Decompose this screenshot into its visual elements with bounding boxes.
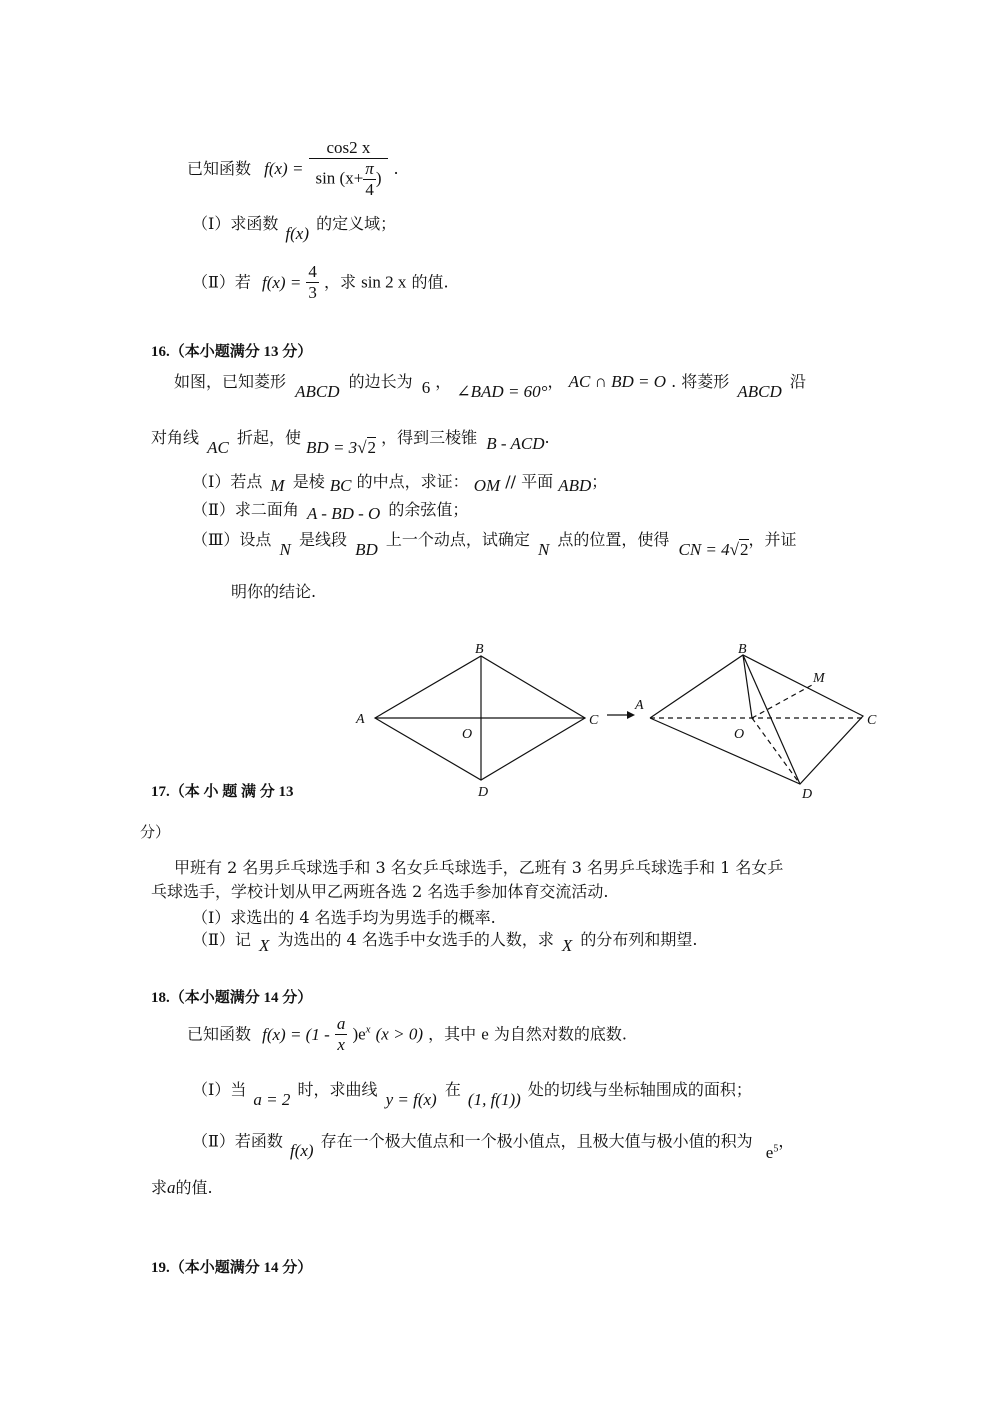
q18-p2-c: ， [778,1131,795,1151]
arrow-head [627,711,635,719]
q18-line1 [187,1014,627,1064]
q16-l2-pyr: B - ACD [486,434,545,453]
label-c-right: C [867,713,877,728]
q16-l1-e: . 将菱形 [671,372,730,391]
q18-l1-b: )e [352,1024,366,1044]
q17-p2-x: X [258,936,270,955]
q16-l1-d: ， [547,372,564,391]
q16-part3: （Ⅲ）设点 N 是线段 BD 上一个动点，试确定 N 点的位置，使得 CN = 4√2，并证 [192,530,797,559]
q18-p2-cont-a2: a [167,1178,176,1197]
q15-p2-f: f(x) = [261,272,302,292]
q17-header-b: 分） [140,823,171,841]
q15-four: 4 [365,180,374,199]
q15-pi-over-4 [363,159,376,200]
q18-p2-cont-b: 的值. [175,1178,213,1197]
q18-p2-a: （Ⅱ）若函数 [192,1131,283,1151]
q15-p1-tail: 的定义域； [316,214,397,233]
q16-l1-b: 的边长为 [348,372,413,391]
q18-part1 [192,1080,752,1109]
q18-p2-e: e [765,1143,774,1163]
q16-p3-cn: CN = 4 [678,540,730,559]
q17-line2: 乓球选手，学校计划从甲乙两班各选 2 名选手参加体育交流活动. [151,882,609,901]
q16-l1-f: 沿 [789,372,806,391]
q16-p2-a: （Ⅱ）求二面角 [192,500,299,519]
q19-header: 19.（本小题满分 14 分） [151,1260,313,1276]
q15-f-lhs: f(x) = [264,159,304,178]
q16-part3-cont: 明你的结论. [231,582,317,601]
q18-l1-e: e [481,1024,489,1044]
q18-l1-f: f(x) = (1 - [262,1024,330,1044]
q16-part2 [192,500,469,523]
q17-p2-x2: X [561,936,573,955]
q16-p1-d: // 平面 [505,472,554,491]
q15-p2-num: 4 [308,262,317,281]
q15-p2-fraction [306,262,319,303]
q15-fraction [309,138,389,200]
edge-bd [743,655,800,784]
q18-p1-d: 处的切线与坐标轴围成的面积； [527,1080,752,1099]
q18-p1-c: 在 [444,1080,461,1099]
q18-l1-c: (x > 0) [375,1024,423,1044]
q16-p3-n2: N [537,540,550,559]
q18-l1-d: ，其中 [428,1024,477,1044]
q15-part2 [192,262,449,314]
q16-l2-bd: BD = 3 [306,438,358,457]
q15-p2-tail: 的值. [411,272,449,292]
label-d-left: D [478,785,489,800]
q18-l1-a: 已知函数 [187,1024,252,1044]
q16-l1-angle: ∠BAD = 60° [456,382,548,401]
q15-pi: π [365,159,374,178]
q16-p1-c: 的中点，求证： [356,472,469,491]
label-o-left: O [462,727,473,742]
q18-l1-sup: x [365,1023,371,1036]
q16-l1-inter: AC ∩ BD = O [568,372,666,391]
q16-l2-a: 对角线 [151,428,200,447]
q18-header: 18.（本小题满分 14 分） [151,990,313,1006]
q15-p2-den: 3 [308,283,317,302]
q16-p3-d: 点的位置，使得 [557,530,670,549]
q16-p3-e: ，并证 [748,530,797,549]
q17-p2-a: （Ⅱ）记 [192,930,251,949]
rhombus-figure [345,640,905,810]
q16-p3-a: （Ⅲ）设点 [192,530,272,549]
q18-l1-frac [335,1014,348,1055]
label-a-right: A [635,698,644,713]
q16-l1-c: ， [435,372,452,391]
q15-part1 [192,214,397,243]
q17-p2-b: 为选出的 4 名选手中女选手的人数，求 [277,930,554,949]
q18-l1-num: a [336,1014,346,1033]
pyramid-edges [650,655,863,784]
q18-p1-y: y = f(x) [385,1090,437,1109]
q16-line2: 对角线 AC 折起，使 BD = 3√2 ，得到三棱锥 B - ACD. [151,428,550,457]
q16-p3-b: 是线段 [298,530,347,549]
q18-p1-b: 时，求曲线 [297,1080,378,1099]
q15-p2-mid: ，求 [323,272,356,292]
q16-l1-abcd2: ABCD [737,382,782,401]
label-b-right: B [738,642,747,657]
q16-line1 [174,372,806,401]
q16-l2-ac: AC [207,438,229,457]
q16-l1-six: 6 [421,378,431,397]
q16-p1-abd: ABD [558,476,592,495]
dashed-od [752,718,800,784]
q16-p3-sqrt: 2 [740,540,749,559]
q18-p2-b: 存在一个极大值点和一个极小值点，且极大值与极小值的积为 [320,1131,753,1151]
q16-p1-om: OM [473,476,501,495]
q16-p1-a: （Ⅰ）若点 [192,472,263,491]
q16-p2-angle: A - BD - O [306,504,381,523]
label-o-right: O [734,727,745,742]
q18-l1-den: x [337,1035,345,1054]
q15-p2-label: （Ⅱ）若 [192,272,251,292]
q15-p1-f: f(x) [285,224,310,243]
q15-den-a: sin (x+ [315,168,364,188]
q15-p2-sin: sin 2 x [361,272,407,292]
label-c-left: C [589,713,599,728]
q16-l2-d: . [544,428,550,447]
q16-header: 16.（本小题满分 13 分） [151,344,313,360]
q15-denominator [309,159,389,200]
q17-part1: （Ⅰ）求选出的 4 名选手均为男选手的概率. [192,908,496,927]
q15-period: . [393,159,399,178]
q17-part2 [192,930,698,955]
q17-header-a: 17.（本 小 题 满 分 13 [151,784,294,800]
label-a-left: A [356,712,365,727]
q18-p1-a2: a = 2 [253,1090,291,1109]
q15-stem [187,138,399,208]
q18-p2-f: f(x) [289,1141,314,1161]
q16-p3-bd: BD [355,540,378,559]
q16-l2-c: ，得到三棱锥 [381,428,478,447]
q16-p1-b: 是棱 [292,472,325,491]
q18-p1-pt: (1, f(1)) [467,1090,521,1109]
q15-numerator: cos2 x [309,138,389,159]
label-b-left: B [475,642,484,657]
q18-part2 [192,1128,795,1163]
q16-p1-m: M [270,476,285,495]
q18-l1-f2: 为自然对数的底数. [493,1024,627,1044]
dashed-om [752,685,812,718]
q18-p2-cont-a: 求 [151,1178,168,1197]
q15-p1-label: （Ⅰ）求函数 [192,214,279,233]
q16-p3-c: 上一个动点，试确定 [385,530,530,549]
q15-intro: 已知函数 [187,159,252,178]
q17-p2-c: 的分布列和期望. [580,930,698,949]
label-d-right: D [802,787,813,802]
q16-l1-a: 如图，已知菱形 [174,372,287,391]
q16-p3-n: N [279,540,291,559]
q18-part2-cont [151,1178,213,1198]
q16-p1-e: ； [591,472,608,491]
q15-den-b: ) [375,168,382,188]
q16-p2-b: 的余弦值； [388,500,469,519]
q16-l1-abcd: ABCD [295,382,340,401]
q16-l2-b: 折起，使 [236,428,301,447]
q18-p1-a: （Ⅰ）当 [192,1080,247,1099]
label-m-right: M [813,671,825,686]
q16-p1-bc: BC [329,476,352,495]
q16-l2-sqrt: 2 [367,438,377,457]
q17-line1: 甲班有 2 名男乒乓球选手和 3 名女乒乓球选手，乙班有 3 名男乒乓球选手和 1 名女乒 [174,858,784,877]
q18-p2-sup: 5 [773,1144,779,1155]
q16-part1 [192,472,608,495]
